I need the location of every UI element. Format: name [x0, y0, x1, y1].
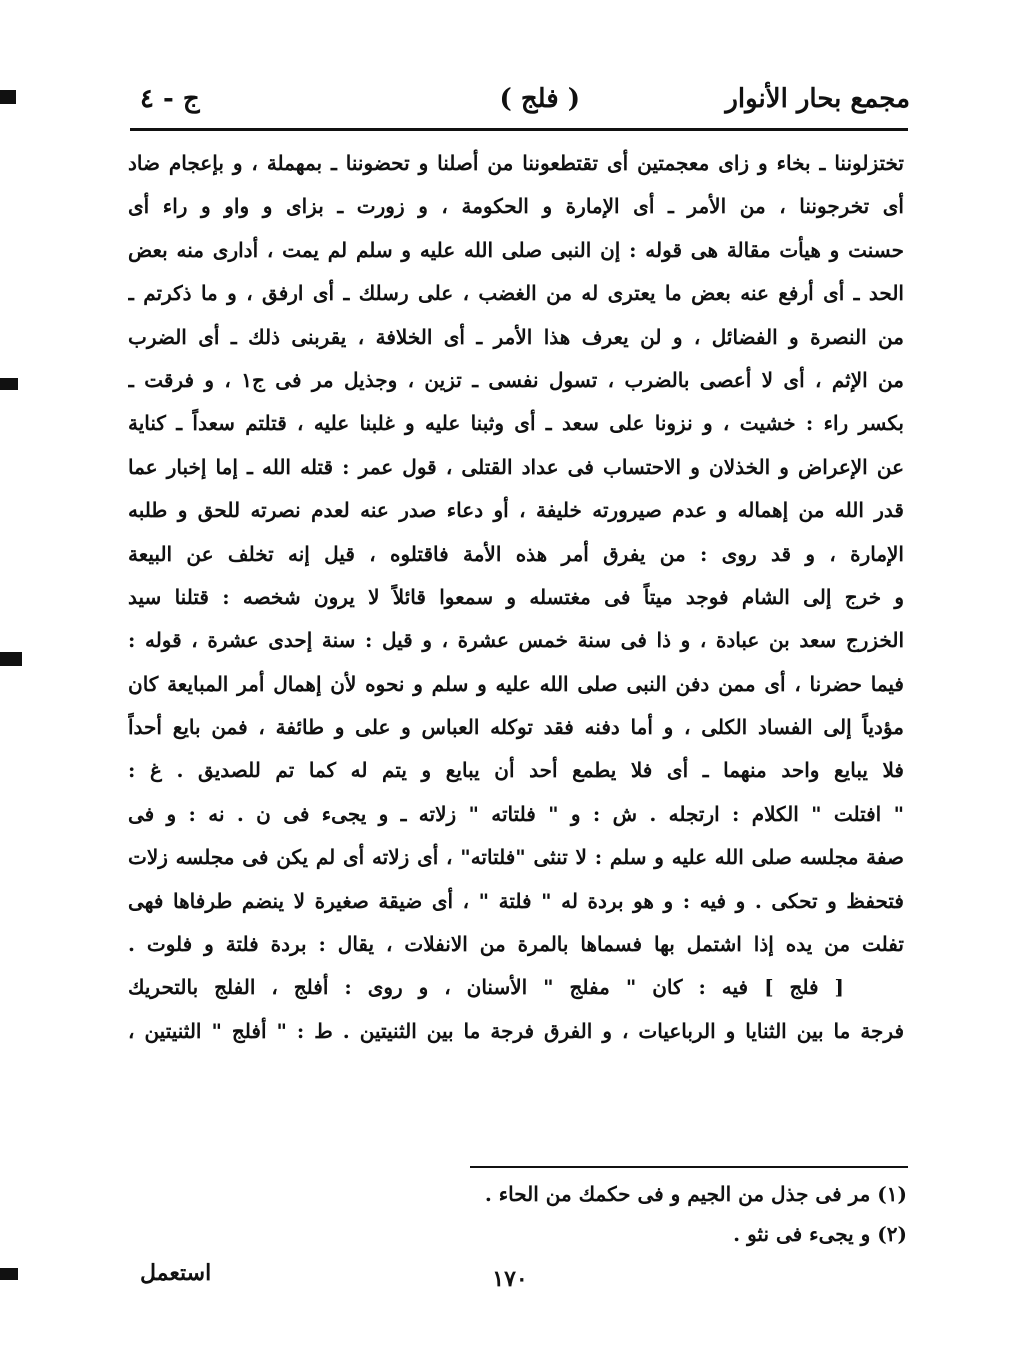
scan-mark — [0, 90, 16, 104]
text-line: مؤدياً إلى الفساد الكلى ، و أما دفنه فقد توكله العباس و على و طائفة ، فمن بايع أحداً — [128, 715, 904, 740]
scan-mark — [0, 1268, 18, 1280]
text-line: تختزلوننا ـ بخاء و زاى معجمتين أى تقتطعوننا من أصلنا و تحضوننا ـ بمهملة ، و بإعجام ضاد — [128, 151, 904, 175]
scan-mark — [0, 652, 22, 666]
text-line: فرجة ما بين الثنايا و الرباعيات ، و الفرق فرجة ما بين الثنيتين . ط : " أفلج " الثنيتين ، — [128, 1018, 904, 1043]
text-line: عن الإعراض و الخذلان و الاحتساب فى عداد القتلى ، قول عمر : قتله الله ـ إما إخبار عما — [128, 454, 904, 479]
scan-mark — [0, 378, 18, 390]
entry-heading: ( فلج ) — [499, 84, 580, 114]
text-line: الحد ـ أى أرفع عنه بعض ما يعترى له من الغضب ، على رسلك ـ أى ارفق ، و ما ذكرتم ـ — [128, 281, 904, 306]
footnote-rule — [470, 1166, 908, 1168]
page-number: ١٧٠ — [492, 1266, 528, 1292]
text-line: " افتلت " الكلام : ارتجله . ش : و " فلتاته " زلاته ـ و يجىء فى ن . نه : و فى — [128, 801, 904, 826]
text-line: من النصرة و الفضائل ، و لن يعرف هذا الأمر ـ أى الخلافة ، يقربنى ذلك ـ أى الضرب — [128, 324, 904, 349]
catchword: استعمل — [140, 1260, 212, 1286]
footnote: (١) مر فى جذل من الجيم و فى حكمك من الحاء . — [484, 1182, 907, 1206]
text-line: صفة مجلسه صلى الله عليه و سلم : لا تنثى "فلتاته" ، أى زلاته أى لم يكن فى مجلسه زلات — [128, 845, 904, 870]
text-line: تفلت من يده إذا اشتمل بها فسماها بالمرة من الانفلات ، يقال : بردة فلتة و فلوت . — [128, 932, 904, 957]
text-line: فيما حضرنا ، أى ممن دفن النبى صلى الله عليه و سلم و نحوه لأن إهمال أمر المبايعة كان — [128, 671, 904, 696]
footnotes — [407, 1174, 907, 1254]
volume-label: ج - ٤ — [140, 84, 200, 114]
text-line: حسنت و هيأت مقالة هى قوله : إن النبى صلى الله عليه و سلم لم يمت ، أدارى منه بعض — [128, 237, 904, 262]
text-line: قدر الله من إهماله و عدم صيرورته خليفة ، أو دعاء صدر عنه لعدم نصرته للحق و طلبه — [128, 498, 904, 523]
text-line: و خرج إلى الشام فوجد ميتاً فى مغتسله و سمعوا قائلاً لا يرون شخصه : قتلنا سيد — [128, 584, 904, 609]
text-line: الإمارة ، و قد روى : من يفرق أمر هذه الأمة فاقتلوه ، قيل إنه تخلف عن البيعة — [128, 541, 904, 566]
footnote: (٢) و يجىء فى نثو . — [733, 1222, 907, 1246]
page-header — [140, 84, 910, 124]
text-line: الخزرج سعد بن عبادة ، و ذا فى سنة خمس عشرة ، و قيل : سنة إحدى عشرة ، قوله : — [128, 628, 904, 653]
text-line: [ فلج ] فيه : كان " مفلج " الأسنان ، و روى : أفلج ، الفلج بالتحريك — [128, 975, 844, 1000]
header-rule — [130, 128, 908, 131]
body-text — [128, 142, 904, 1053]
text-line: بكسر راء : خشيت ، و نزونا على سعد ـ أى وثبنا عليه و غلبنا عليه ، قتلتم سعداً ـ كناية — [128, 411, 904, 436]
text-line: فتحفظ و تحكى . و فيه : و هو بردة له " فلتة " ، أى ضيقة صغيرة لا ينضم طرفاها فهى — [128, 888, 904, 913]
text-line: أى تخرجوننا ، من الأمر ـ أى الإمارة و الحكومة ، و زورت ـ بزاى و واو و راء أى — [128, 194, 904, 219]
text-line: فلا يبايع واحد منهما ـ أى فلا يطمع أحد أن يبايع و يتم له كما تم للصديق . غ : — [128, 758, 904, 783]
book-title: مجمع بحار الأنوار — [725, 84, 910, 114]
text-line: من الإثم ، أى لا أعصى بالضرب ، تسول نفسى ـ تزين ، وجذيل مر فى ج١ ، و فرقت ـ — [128, 367, 904, 392]
